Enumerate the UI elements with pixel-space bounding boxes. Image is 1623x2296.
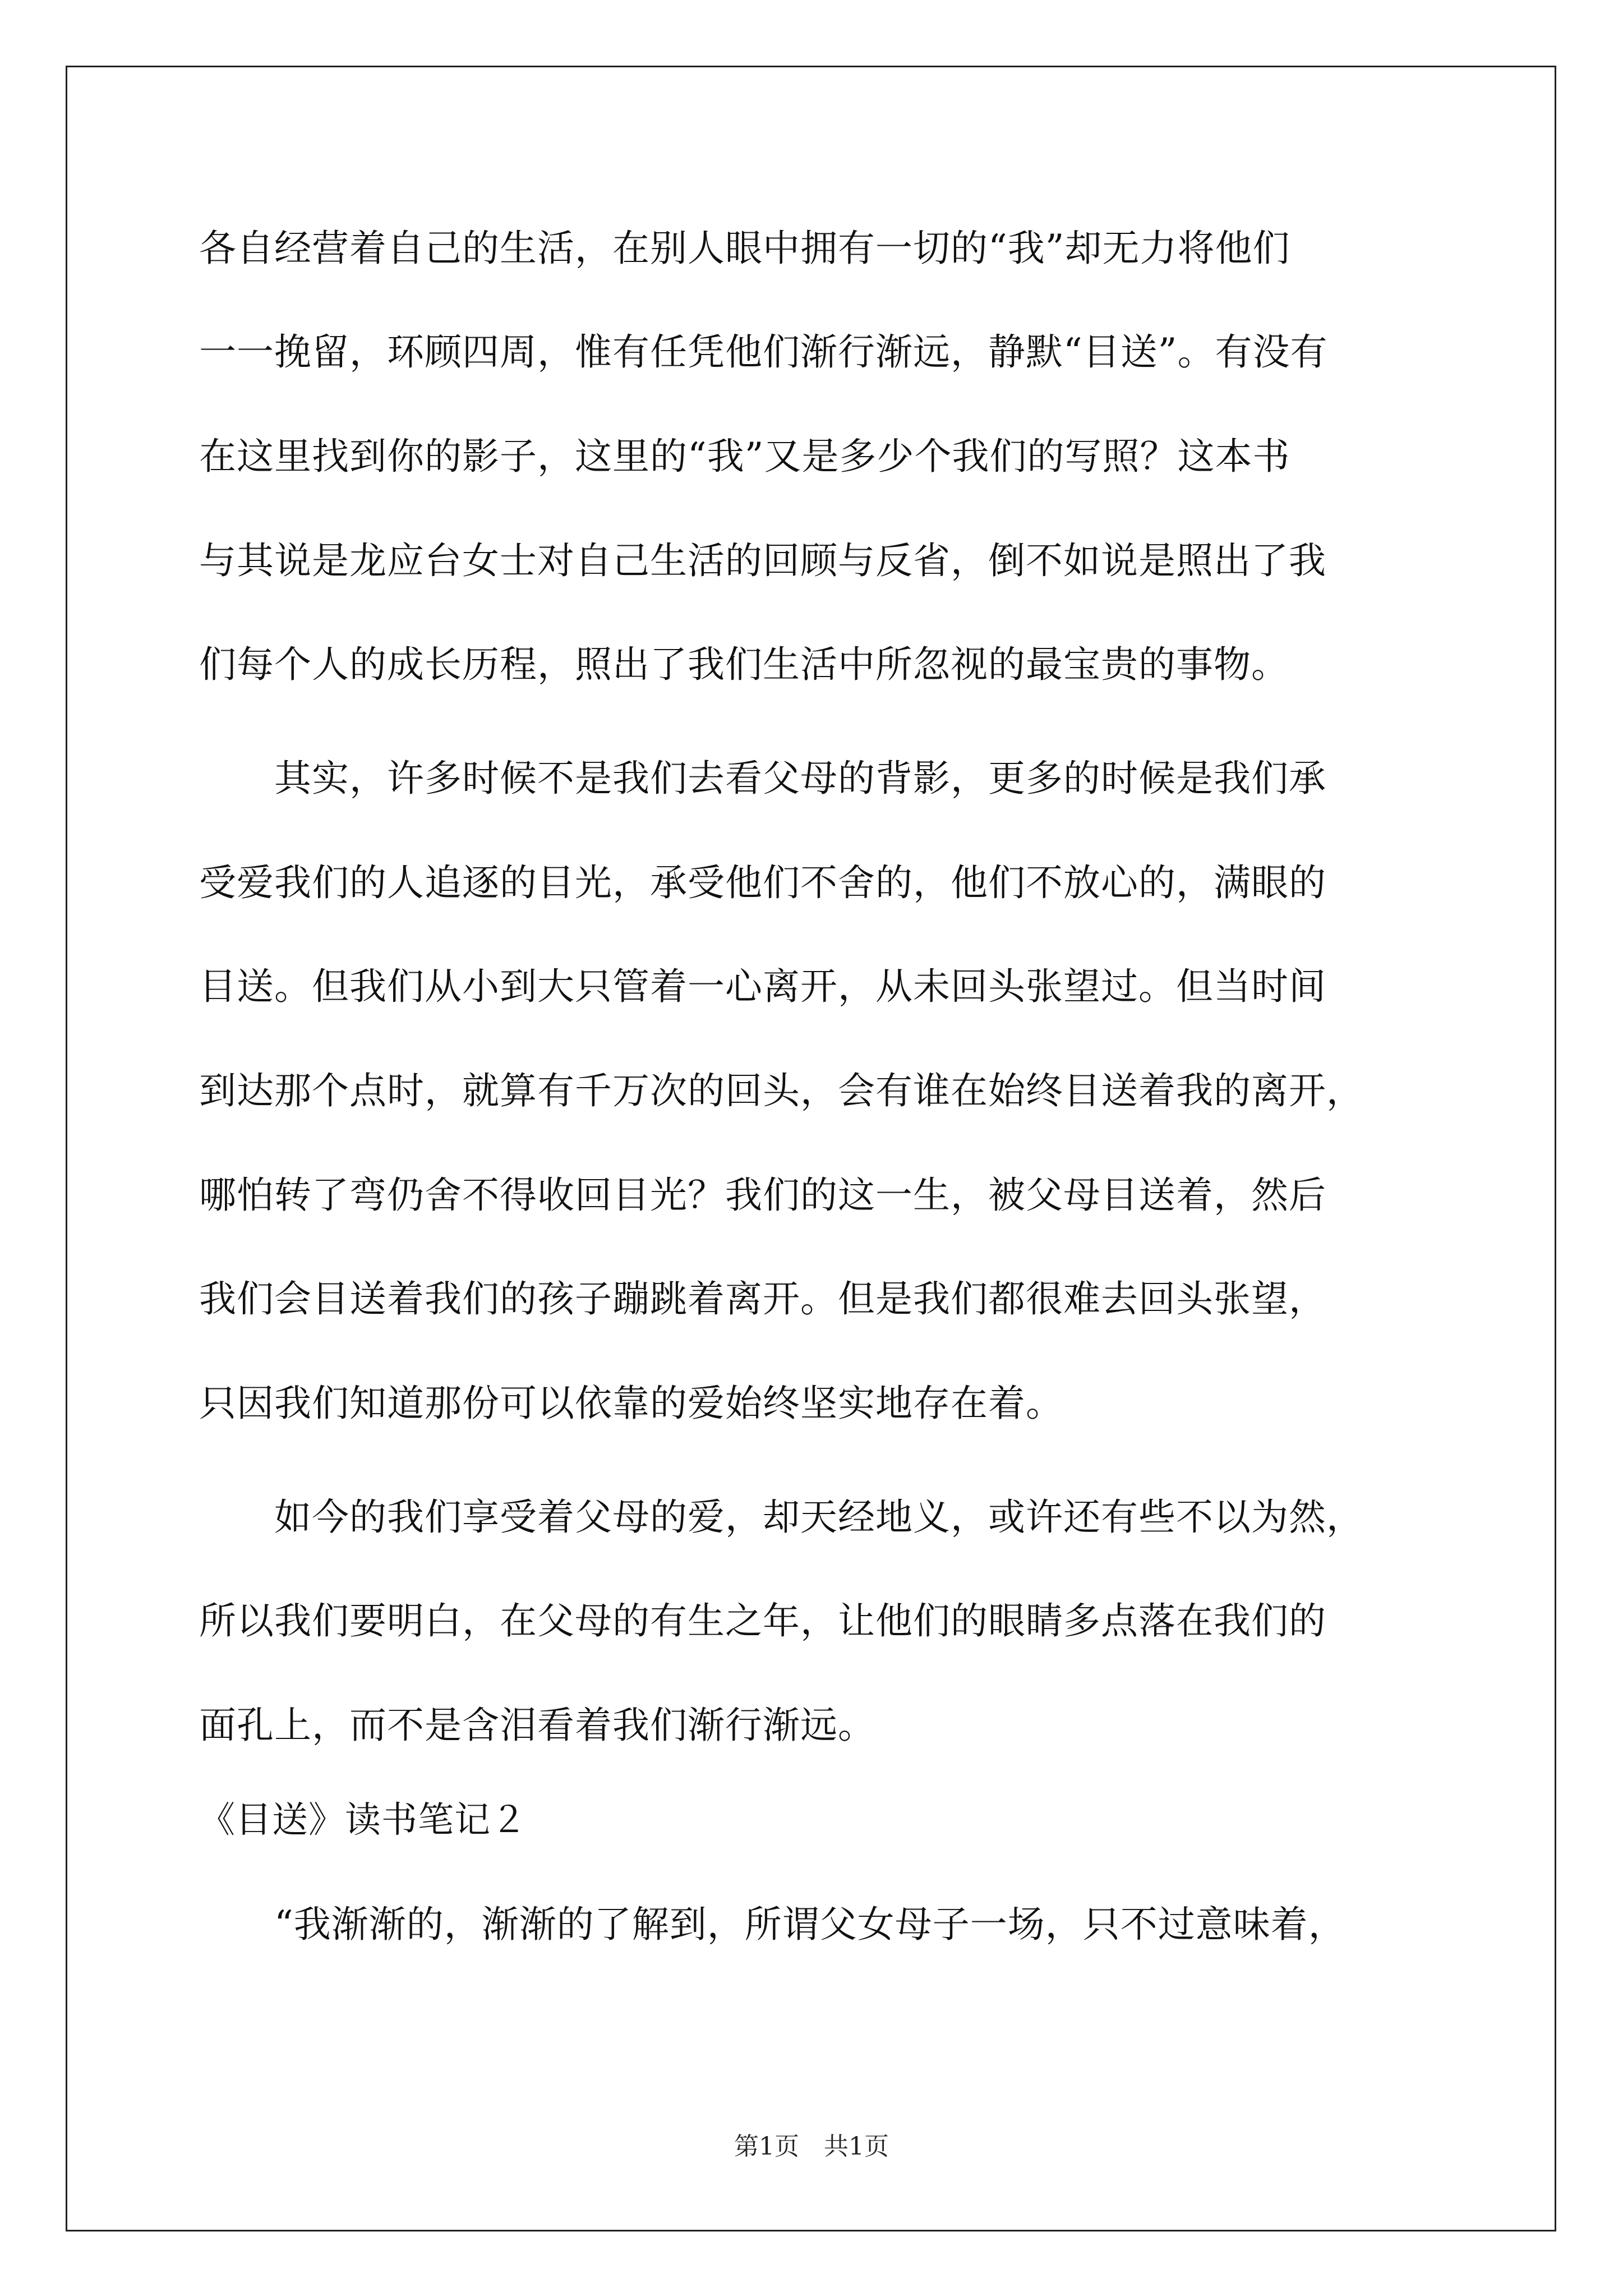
body-line: 如今的我们享受着父母的爱，却天经地义，或许还有些不以为然， (199, 1496, 1364, 1539)
body-line: 只因我们知道那份可以依靠的爱始终坚实地存在着。 (199, 1382, 1063, 1425)
body-line: 各自经营着自己的生活，在别人眼中拥有一切的“我”却无力将他们 (199, 227, 1290, 270)
body-line: 所以我们要明白，在父母的有生之年，让他们的眼睛多点落在我们的 (199, 1599, 1326, 1642)
body-line: 在这里找到你的影子，这里的“我”又是多少个我们的写照？这本书 (199, 435, 1290, 478)
body-line: 面孔上，而不是含泪看着我们渐行渐远。 (199, 1704, 875, 1747)
body-line: 一一挽留，环顾四周，惟有任凭他们渐行渐远，静默“目送”。有没有 (199, 330, 1328, 374)
body-line: 们每个人的成长历程，照出了我们生活中所忽视的最宝贵的事物。 (199, 643, 1289, 686)
section-heading: 《目送》读书笔记２ (199, 1800, 527, 1841)
body-line: “我渐渐的，渐渐的了解到，所谓父女母子一场，只不过意味着， (199, 1903, 1346, 1946)
body-line: 受爱我们的人追逐的目光，承受他们不舍的，他们不放心的，满眼的 (199, 861, 1326, 904)
body-line: 其实，许多时候不是我们去看父母的背影，更多的时候是我们承 (199, 757, 1326, 800)
body-line: 到达那个点时，就算有千万次的回头，会有谁在始终目送着我的离开， (199, 1069, 1364, 1112)
body-line: 目送。但我们从小到大只管着一心离开，从未回头张望过。但当时间 (199, 965, 1326, 1008)
page-footer: 第1页 共1页 (734, 2132, 889, 2161)
body-line: 我们会目送着我们的孩子蹦跳着离开。但是我们都很难去回头张望， (199, 1277, 1326, 1320)
body-line: 哪怕转了弯仍舍不得收回目光？我们的这一生，被父母目送着，然后 (199, 1174, 1326, 1217)
body-line: 与其说是龙应台女士对自己生活的回顾与反省，倒不如说是照出了我 (199, 539, 1326, 582)
